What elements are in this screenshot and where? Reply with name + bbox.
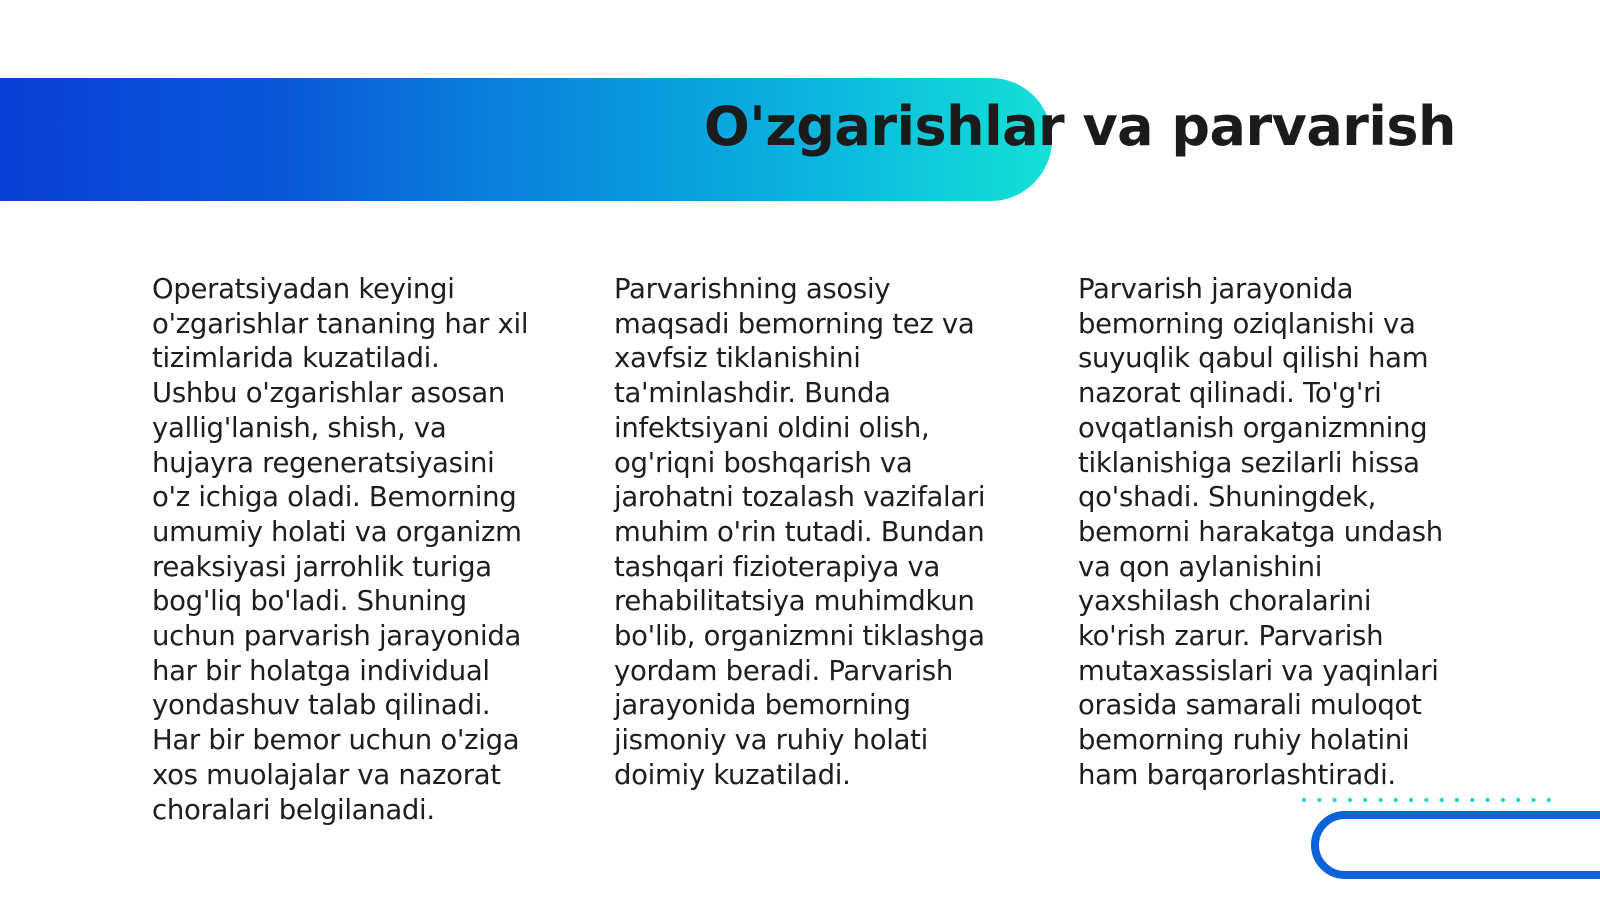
decorative-dot [1348,798,1352,802]
decorative-dot [1424,798,1428,802]
text-column-2: Parvarishning asosiy maqsadi bemorning tez va xavfsiz tiklanishini ta'minlashdir. Bunda infektsiyani oldini olish, og'riqni boshqarish va jarohatni tozalash vazifalari muhim o'rin tutadi. Bundan tashqari fizioterapiya va rehabilitatsiya muhimdkun bo'lib, organizmni tiklashga yordam beradi. Parvarish jarayonida bemorning jismoniy va ruhiy holati doimiy kuzatiladi. [614,273,986,791]
decorative-dot [1378,798,1382,802]
decorative-pill-outline [1311,811,1600,879]
decorative-dot [1516,798,1520,802]
decorative-dot [1332,798,1336,802]
decorative-dot [1317,798,1321,802]
decorative-dot [1485,798,1489,802]
text-column-3: Parvarish jarayonida bemorning oziqlanishi va suyuqlik qabul qilishi ham nazorat qilinadi. To'g'ri ovqatlanish organizmning tiklanishiga sezilarli hissa qo'shadi. Shuningdek, bemorni harakatga undash va qon aylanishini yaxshilash choralarini ko'rish zarur. Parvarish mutaxassislari va yaqinlari orasida samarali muloqot bemorning ruhiy holatini ham barqarorlashtiradi. [1078,273,1443,791]
text-column-1: Operatsiyadan keyingi o'zgarishlar tananing har xil tizimlarida kuzatiladi. Ushbu o'zgarishlar asosan yallig'lanish, shish, va hujayra regeneratsiyasini o'z ichiga oladi. Bemorning umumiy holati va organizm reaksiyasi jarrohlik turiga bog'liq bo'ladi. Shuning uchun parvarish jarayonida har bir holatga individual yondashuv talab qilinadi. Har bir bemor uchun o'ziga xos muolajalar va nazorat choralari belgilanadi. [152,273,529,826]
decorative-dot [1409,798,1413,802]
decorative-dot [1531,798,1535,802]
decorative-dot [1440,798,1444,802]
decorative-dot [1394,798,1398,802]
decorative-dot [1547,798,1551,802]
decorative-dot [1302,798,1306,802]
decorative-dot [1455,798,1459,802]
decorative-dot [1470,798,1474,802]
decorative-dot-row [1300,796,1560,804]
decorative-dot [1363,798,1367,802]
decorative-dot [1501,798,1505,802]
slide-title: O'zgarishlar va parvarish [703,95,1456,158]
